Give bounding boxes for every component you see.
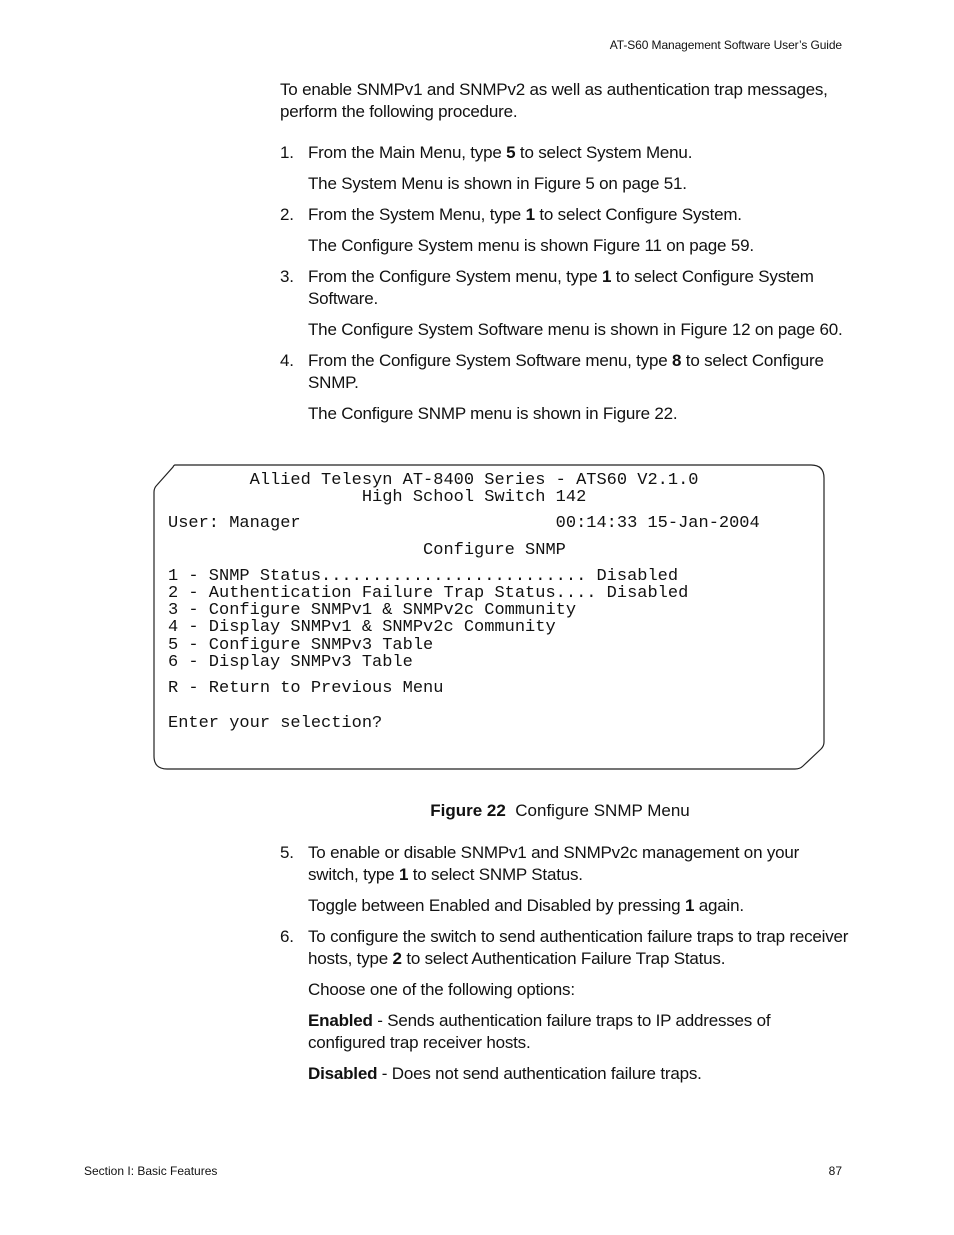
step-6 — [280, 926, 850, 970]
step-1 — [280, 142, 850, 164]
step-number: 1. — [280, 143, 294, 162]
step-text: To configure the switch to send authentication failure traps to trap receiver hosts, type — [308, 927, 849, 968]
terminal-screen-figure — [153, 464, 825, 769]
option-enabled — [280, 1010, 850, 1054]
running-header: AT-S60 Management Software User’s Guide — [609, 38, 842, 52]
step-number: 2. — [280, 205, 294, 224]
step-text: to select Configure System Software. — [308, 267, 814, 308]
intro-paragraph: To enable SNMPv1 and SNMPv2 as well as authentication trap messages, perform the following procedure. — [280, 80, 828, 121]
step-5-note — [280, 895, 850, 917]
figure-label: Figure 22 — [430, 801, 506, 820]
step-number: 4. — [280, 351, 294, 370]
step-text: to select SNMP Status. — [408, 865, 583, 884]
step-text: to select Authentication Failure Trap Status. — [401, 949, 726, 968]
step-number: 6. — [280, 927, 294, 946]
step-key: 2 — [392, 949, 402, 968]
note-text: again. — [694, 896, 744, 915]
step-4 — [280, 350, 850, 394]
step-6-note: Choose one of the following options: — [308, 980, 575, 999]
terminal-line: Allied Telesyn AT-8400 Series - ATS60 V2.1.0 — [168, 471, 699, 490]
option-description: - Does not send authentication failure traps. — [377, 1064, 702, 1083]
step-text: From the Configure System Software menu, type — [308, 351, 673, 370]
step-key: 1 — [602, 267, 612, 286]
step-2 — [280, 204, 850, 226]
steps-list-b — [280, 842, 850, 1094]
terminal-line: R - Return to Previous Menu — [168, 678, 444, 698]
terminal-line: 6 - Display SNMPv3 Table — [168, 652, 413, 672]
step-key: 1 — [398, 865, 409, 884]
terminal-line — [168, 697, 760, 706]
step-3 — [280, 266, 850, 310]
option-term: Enabled — [308, 1011, 373, 1030]
figure-caption — [0, 801, 954, 821]
step-text: to select Configure SNMP. — [308, 351, 824, 392]
terminal-line: Configure SNMP — [168, 540, 566, 560]
step-number: 3. — [280, 267, 294, 286]
step-text: From the System Menu, type — [308, 205, 526, 224]
terminal-line: 3 - Configure SNMPv1 & SNMPv2c Community — [168, 601, 577, 621]
terminal-line: 1 - SNMP Status.......................... Disabled — [168, 566, 679, 586]
step-key: 1 — [525, 205, 535, 224]
terminal-line: High School Switch 142 — [168, 488, 587, 508]
terminal-line: Enter your selection? — [168, 714, 383, 734]
step-number: 5. — [280, 843, 294, 862]
step-4-note: The Configure SNMP menu is shown in Figure 22. — [308, 404, 678, 423]
note-text: Toggle between Enabled and Disabled by pressing — [308, 896, 685, 915]
step-key: 8 — [672, 351, 682, 370]
terminal-line: 4 - Display SNMPv1 & SNMPv2c Community — [168, 618, 556, 638]
step-2-note: The Configure System menu is shown Figure 11 on page 59. — [308, 236, 754, 255]
option-term: Disabled — [308, 1064, 378, 1083]
step-text: From the Main Menu, type — [308, 143, 507, 162]
step-3-note: The Configure System Software menu is shown in Figure 12 on page 60. — [308, 320, 843, 339]
terminal-line: 2 - Authentication Failure Trap Status.... Disabled — [168, 583, 689, 603]
step-5 — [280, 842, 850, 886]
note-key: 1 — [684, 896, 695, 915]
step-text: to select Configure System. — [534, 205, 742, 224]
figure-title: Configure SNMP Menu — [515, 801, 690, 820]
step-key: 5 — [506, 143, 516, 162]
step-text: to select System Menu. — [515, 143, 693, 162]
option-description: - Sends authentication failure traps to IP addresses of configured trap receiver hosts. — [308, 1011, 771, 1052]
option-disabled — [280, 1063, 850, 1085]
step-text: To enable or disable SNMPv1 and SNMPv2c management on your switch, type — [308, 843, 800, 884]
steps-list-a — [280, 142, 850, 434]
terminal-text — [168, 472, 760, 732]
step-1-note: The System Menu is shown in Figure 5 on page 51. — [308, 174, 687, 193]
footer-section: Section I: Basic Features — [84, 1164, 218, 1178]
terminal-line: User: Manager 00:14:33 15-Jan-2004 — [168, 514, 760, 534]
page-number: 87 — [828, 1164, 842, 1178]
terminal-line: 5 - Configure SNMPv3 Table — [168, 635, 434, 655]
step-text: From the Configure System menu, type — [308, 267, 603, 286]
